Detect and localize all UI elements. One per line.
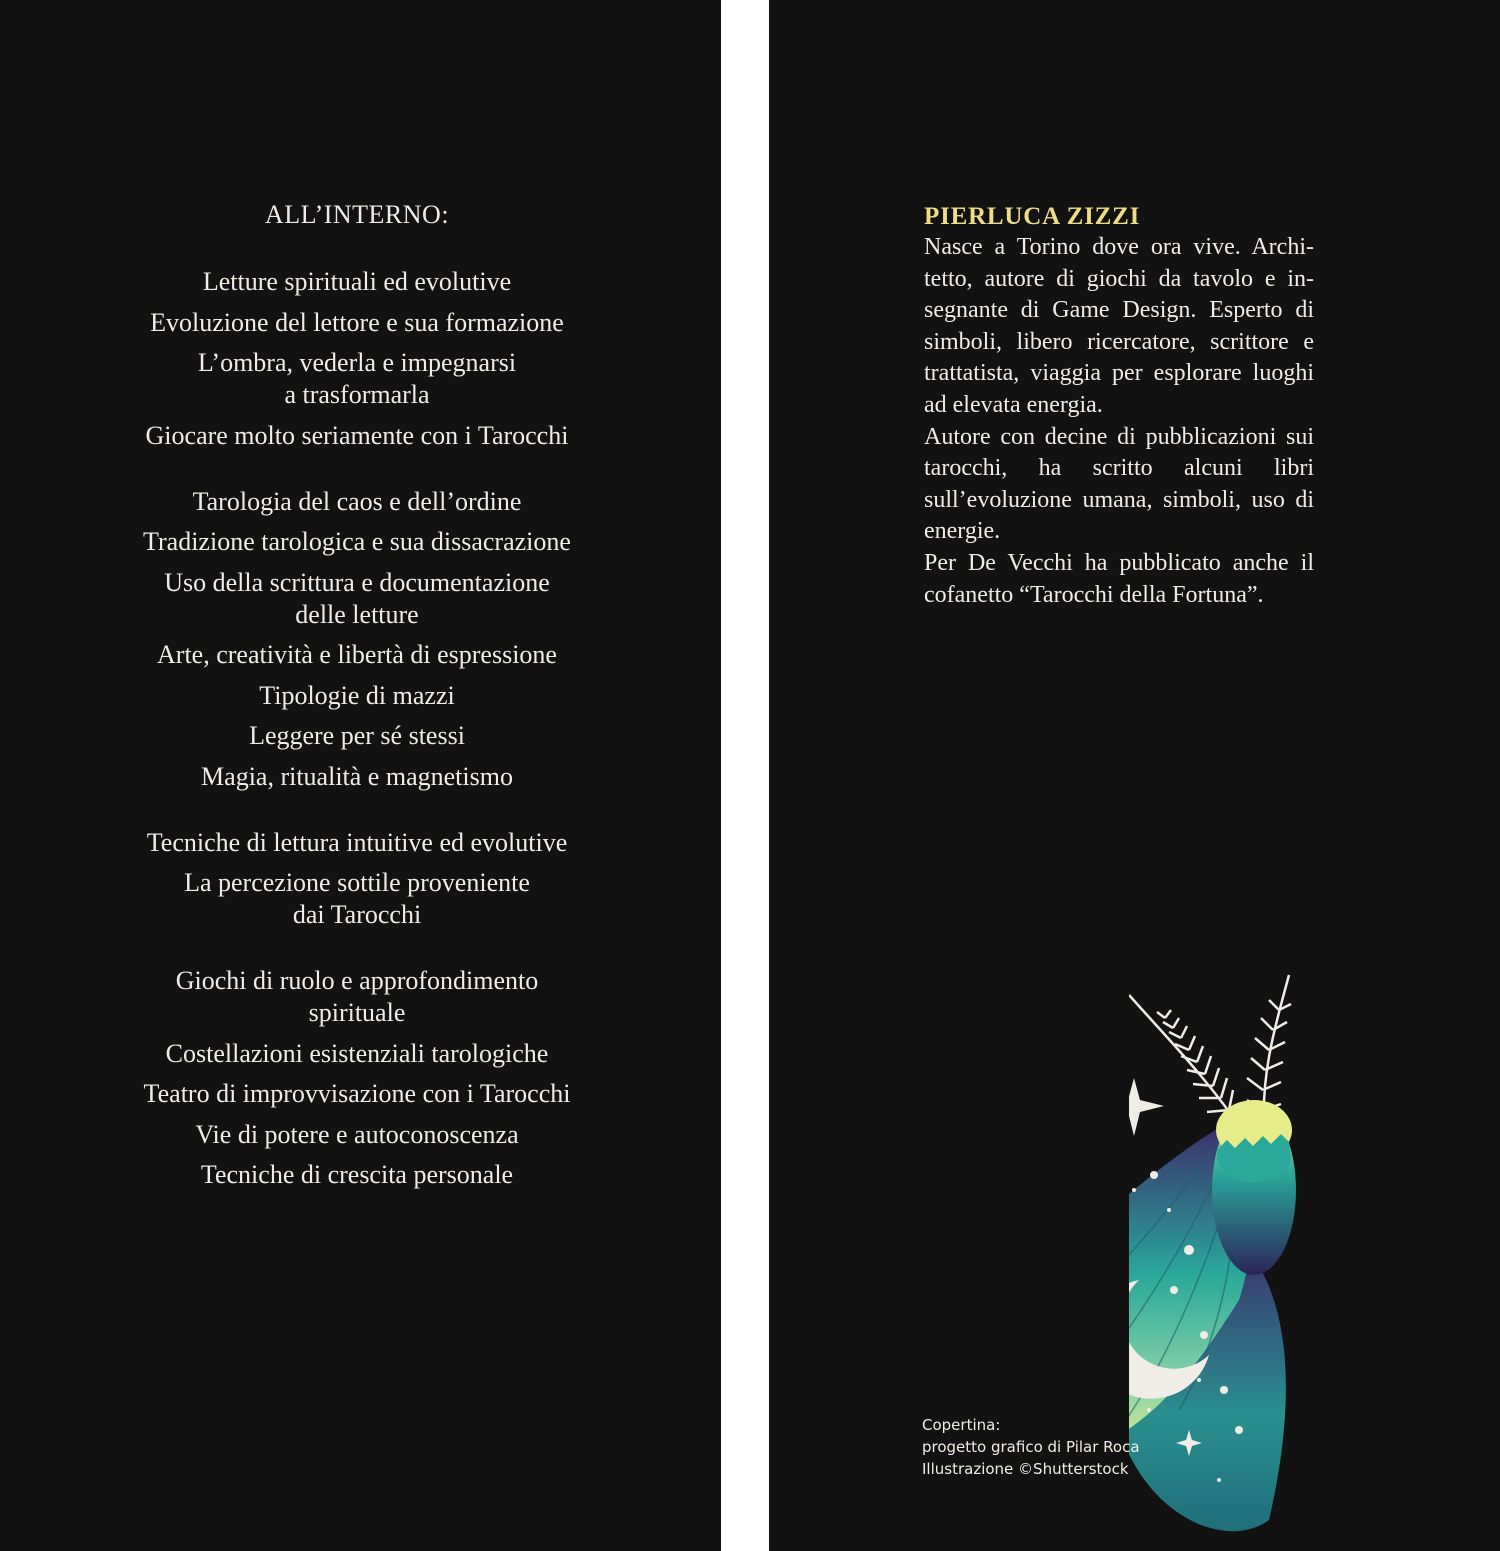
contents-item: La percezione sottile proveniente dai Tarocchi [184,868,530,929]
contents-group [0,965,714,1191]
contents-item: Tradizione tarologica e sua dissacrazione [143,527,571,556]
contents-list [0,266,714,1225]
author-block [924,201,1314,611]
contents-item: Letture spirituali ed evolutive [202,267,512,296]
contents-item: Tecniche di lettura intuitive ed evolutive [146,827,568,857]
contents-item: Arte, creatività e libertà di espressione [157,640,557,669]
contents-group [0,827,714,932]
credits-illustration: Illustrazione ©Shutterstock [922,1460,1129,1478]
credits-label: Copertina: [922,1416,1001,1434]
contents-item: Vie di potere e autoconoscenza [195,1119,519,1149]
contents-group [0,486,714,793]
contents-item: Costellazioni esistenziali tarologiche [165,1038,549,1068]
credits-design: progetto grafico di Pilar Roca [922,1438,1140,1456]
bio-paragraph: Nasce a Torino dove ora vive. Architetto, autore di giochi da tavolo e insegnante di Game Design. Esperto di simboli, libero ricercatore, scrittore e trattatista, viaggia per esplorare luoghi ad elevata energia. [924,234,1314,418]
contents-item: Tecniche di crescita personale [200,1160,514,1189]
cover-credits [922,1414,1140,1480]
sparkle-icon [1129,1078,1164,1136]
back-cover-left-panel [0,0,721,1551]
contents-item: Giochi di ruolo e approfondimento spirituale [175,966,539,1027]
contents-item: L’ombra, vederla e impegnarsi a trasformarla [197,348,517,409]
back-cover-right-panel [769,0,1500,1551]
contents-item: Leggere per sé stessi [249,721,465,750]
contents-item: Uso della scrittura e documentazione delle letture [164,567,550,629]
contents-item: Teatro di improvvisazione con i Tarocchi [143,1079,571,1108]
moth-illustration [1129,960,1500,1551]
contents-item: Giocare molto seriamente con i Tarocchi [145,420,569,450]
author-name: PIERLUCA ZIZZI [924,203,1141,230]
contents-item: Tarologia del caos e dell’ordine [192,486,522,516]
contents-item: Tipologie di mazzi [259,680,455,710]
bio-paragraph: Autore con decine di pubblicazioni sui tarocchi, ha scritto alcuni libri sull’evoluzione umana, simboli, uso di energie. [924,423,1314,545]
contents-heading: ALL’INTERNO: [264,200,450,229]
contents-item: Evoluzione del lettore e sua formazione [150,307,564,337]
contents-item: Magia, ritualità e magnetismo [201,761,513,791]
bio-paragraph: Per De Vecchi ha pubblicato anche il cofanetto “Tarocchi della Fortuna”. [924,549,1314,608]
contents-group [0,266,714,452]
author-bio [924,232,1314,611]
